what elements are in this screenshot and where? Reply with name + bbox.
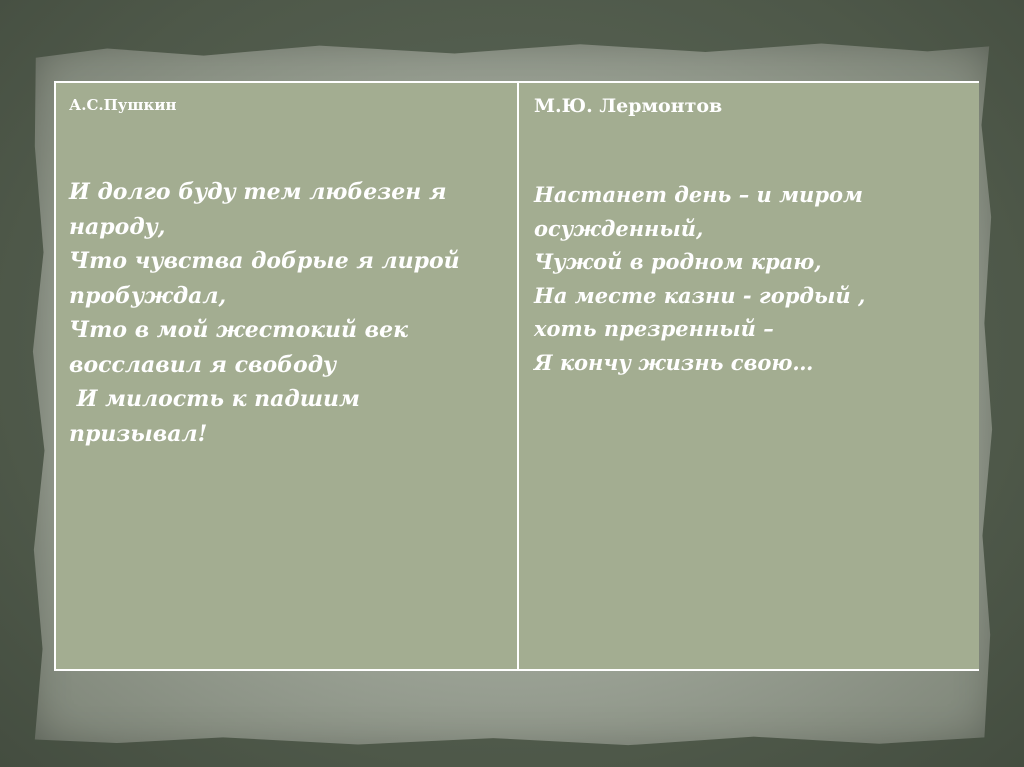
lermontov-poem: Настанет день – и миром осужденный, Чужой в родном краю, На месте казни - гордый , хоть презренный – Я кончу жизнь свою…: [534, 182, 866, 375]
pushkin-column: [56, 83, 519, 669]
lermontov-author: М.Ю. Лермонтов: [534, 95, 723, 117]
pushkin-author: А.С.Пушкин: [69, 96, 177, 114]
comparison-table: [54, 81, 979, 671]
pushkin-poem: И долго буду тем любезен я народу, Что чувства добрые я лирой пробуждал, Что в мой жестокий век восславил я свободу И милость к падшим призывал!: [69, 179, 460, 447]
lermontov-column: [519, 83, 979, 669]
